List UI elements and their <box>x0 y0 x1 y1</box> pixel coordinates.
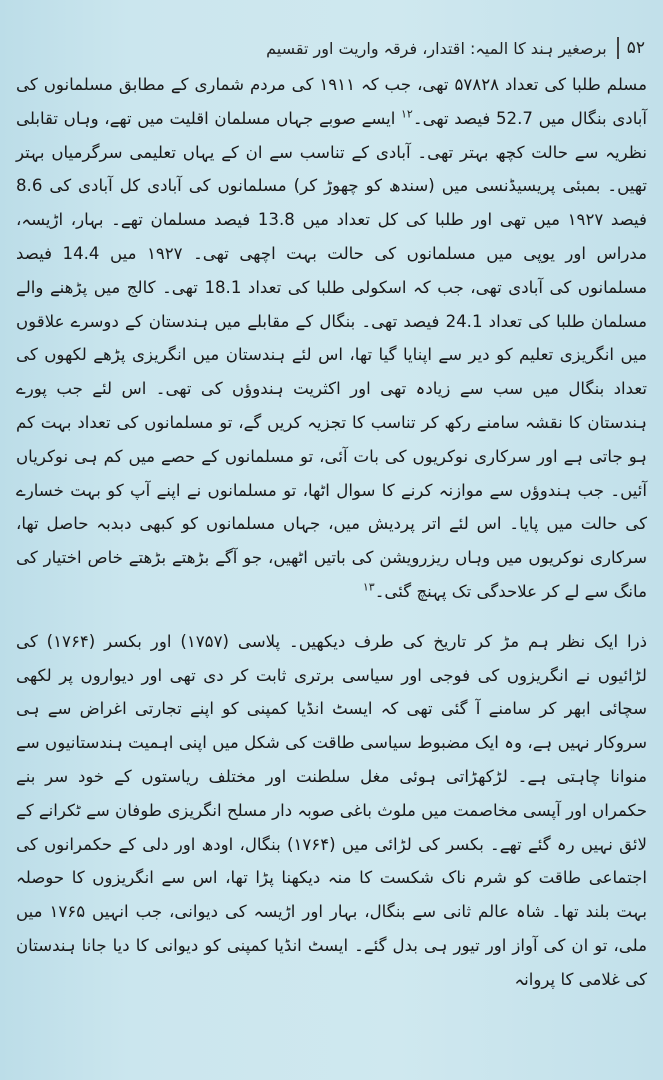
paragraph-1 <box>16 68 647 609</box>
running-header <box>130 32 645 64</box>
body-text <box>16 68 647 997</box>
paragraph-text: ذرا ایک نظر ہم مڑ کر تاریخ کی طرف دیکھیں۔ پلاسی (۱۷۵۷) اور بکسر (۱۷۶۴) کی لڑائیوں نے انگریزوں کی فوجی اور سیاسی برتری ثابت کر دی تھی اور دیواروں پر لکھی سچائی ابھر کر سامنے آ گئی تھی کہ ایسٹ انڈیا کمپنی کو اپنے تجارتی اغراض سے ہی سروکار نہیں ہے، وہ ایک مضبوط سیاسی طاقت کی شکل میں اپنی اہمیت ہندستانیوں سے منوانا چاہتی ہے۔ لڑکھڑاتی ہوئی مغل سلطنت اور مختلف ریاستوں کے خود سر بنے حکمراں اور آپسی مخاصمت میں ملوث باغی صوبہ دار مسلح انگریزی طوفان سے ٹکرانے کے لائق نہیں رہ گئے تھے۔ بکسر کی لڑائی میں (۱۷۶۴) بنگال، اودھ اور دلی کے حکمرانوں کی اجتماعی طاقت کو شرم ناک شکست کا منہ دیکھنا پڑا تھا، اس سے انگریزوں کا حوصلہ بہت بلند تھا۔ شاہ عالم ثانی سے بنگال، بہار اور اڑیسہ کی دیوانی، جب انہیں ۱۷۶۵ میں ملی، تو ان کی آواز اور تیور ہی بدل گئے۔ ایسٹ انڈیا کمپنی کو دیوانی کا دیا جانا ہندستان کی غلامی کا پروانہ <box>16 631 648 989</box>
paragraph-2 <box>16 625 647 997</box>
footnote-ref: ۱۲ <box>401 107 413 121</box>
paragraph-text: مسلم طلبا کی تعداد ۵۷۸۲۸ تھی، جب کہ ۱۹۱۱ کی مردم شماری کے مطابق مسلمانوں کی آبادی بنگال میں 52.7 فیصد تھی۔ <box>16 75 647 128</box>
footnote-ref: ۱۳ <box>362 580 375 594</box>
running-title: برصغیر ہند کا المیہ: اقتدار، فرقہ واریت اور تقسیم <box>266 38 607 58</box>
paragraph-text: ایسے صوبے جہاں مسلمان اقلیت میں تھے، وہاں تقابلی نظریہ سے حالت کچھ بہتر تھی۔ آبادی کے تناسب سے ان کے یہاں تعلیمی سرگرمیاں بہتر تھیں۔ بمبئی پریسیڈنسی میں (سندھ کو چھوڑ کر) مسلمانوں کی آبادی کل آبادی کی 8.6 فیصد ۱۹۲۷ میں تھی اور طلبا کی کل تعداد میں 13.8 فیصد مسلمان تھے۔ بہار، اڑیسہ، مدراس اور یوپی میں مسلمانوں کی حالت بہت اچھی تھی۔ ۱۹۲۷ میں 14.4 فیصد مسلمانوں کی آبادی تھی، جب کہ اسکولی طلبا کی تعداد 18.1 تھی۔ کالج میں پڑھنے والے مسلمان طلبا کی تعداد 24.1 فیصد تھی۔ بنگال کے مقابلے میں ہندستان کے دوسرے علاقوں میں انگریزی تعلیم کو دیر سے اپنایا گیا تھا، اس لئے ہندستان میں انگریزی پڑھے لکھوں کی تعداد بنگال میں سب سے زیادہ تھی اور اکثریت ہندوؤں کی تھی۔ اس لئے جب پورے ہندستان کا نقشہ سامنے رکھ کر تناسب کا تجزیہ کریں گے، تو مسلمانوں کی تعداد بہت کم ہو جاتی ہے اور سرکاری نوکریوں کی بات آئی، تو مسلمانوں کے حصے میں کم ہی نوکریاں آئیں۔ جب ہندوؤں سے موازنہ کرنے کا سوال اٹھا، تو مسلمانوں نے اپنے آپ کو بہت خسارے کی حالت میں پایا۔ اس لئے اتر پردیش میں، جہاں مسلمانوں کو کبھی دبدبہ حاصل تھا، سرکاری نوکریوں میں وہاں ریزرویشن کی باتیں اٹھیں، جو آگے بڑھتے بڑھتے خاص اختیار کی مانگ سے لے کر علاحدگی تک پہنچ گئی۔ <box>16 108 647 601</box>
page-number: ۵۲ <box>626 38 645 58</box>
header-divider <box>617 37 619 59</box>
